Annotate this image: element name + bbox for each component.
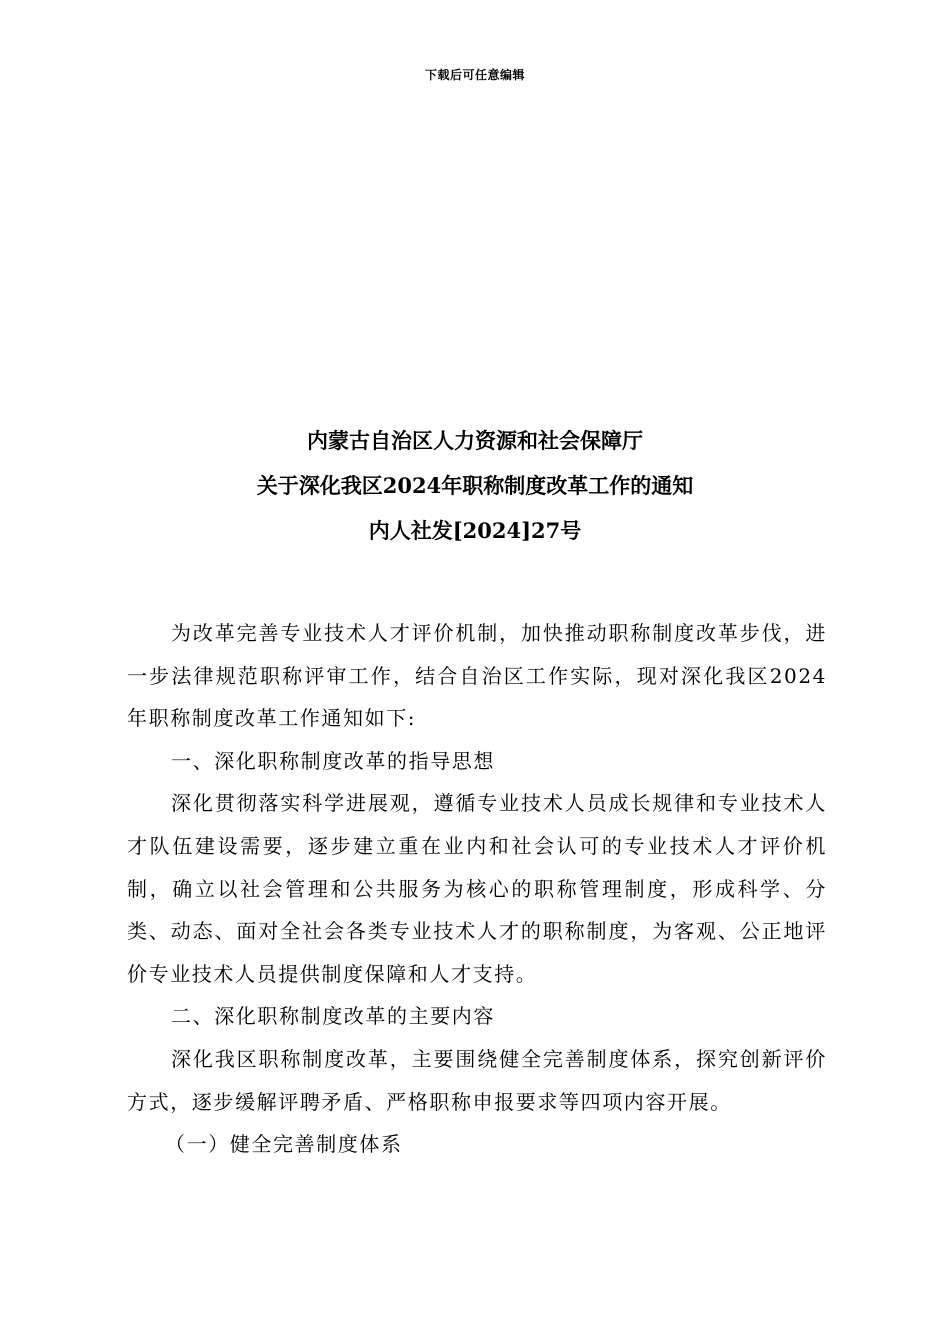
intro-paragraph: 为改革完善专业技术人才评价机制，加快推动职称制度改革步伐，进一步法律规范职称评审工作，结合自治区工作实际，现对深化我区2024年职称制度改革工作通知如下: [127, 621, 827, 731]
section-1-paragraph: 深化贯彻落实科学进展观，遵循专业技术人员成长规律和专业技术人才队伍建设需要，逐步建立重在业内和社会认可的专业技术人才评价机制，确立以社会管理和公共服务为核心的职称管理制度，形成科学、分类、动态、面对全社会各类专业技术人才的职称制度，为客观、公正地评价专业技术人员提供制度保障和人才支持。 [127, 791, 827, 986]
title-issuer: 内蒙古自治区人力资源和社会保障厅 [307, 428, 643, 453]
title-subject: 关于深化我区2024年职称制度改革工作的通知 [256, 473, 694, 498]
section-2-paragraph: 深化我区职称制度改革，主要围绕健全完善制度体系，探究创新评价方式，逐步缓解评聘矛盾、严格职称申报要求等四项内容开展。 [127, 1046, 827, 1114]
section-heading-2: 二、深化职称制度改革的主要内容 [171, 1004, 495, 1029]
document-number: 内人社发[2024]27号 [368, 518, 582, 543]
header-note: 下载后可任意编辑 [424, 68, 525, 82]
document-title [0, 418, 950, 553]
section-heading-1: 一、深化职称制度改革的指导思想 [171, 748, 495, 773]
document-body [127, 612, 827, 1166]
subsection-heading-1: （一）健全完善制度体系 [165, 1132, 403, 1157]
